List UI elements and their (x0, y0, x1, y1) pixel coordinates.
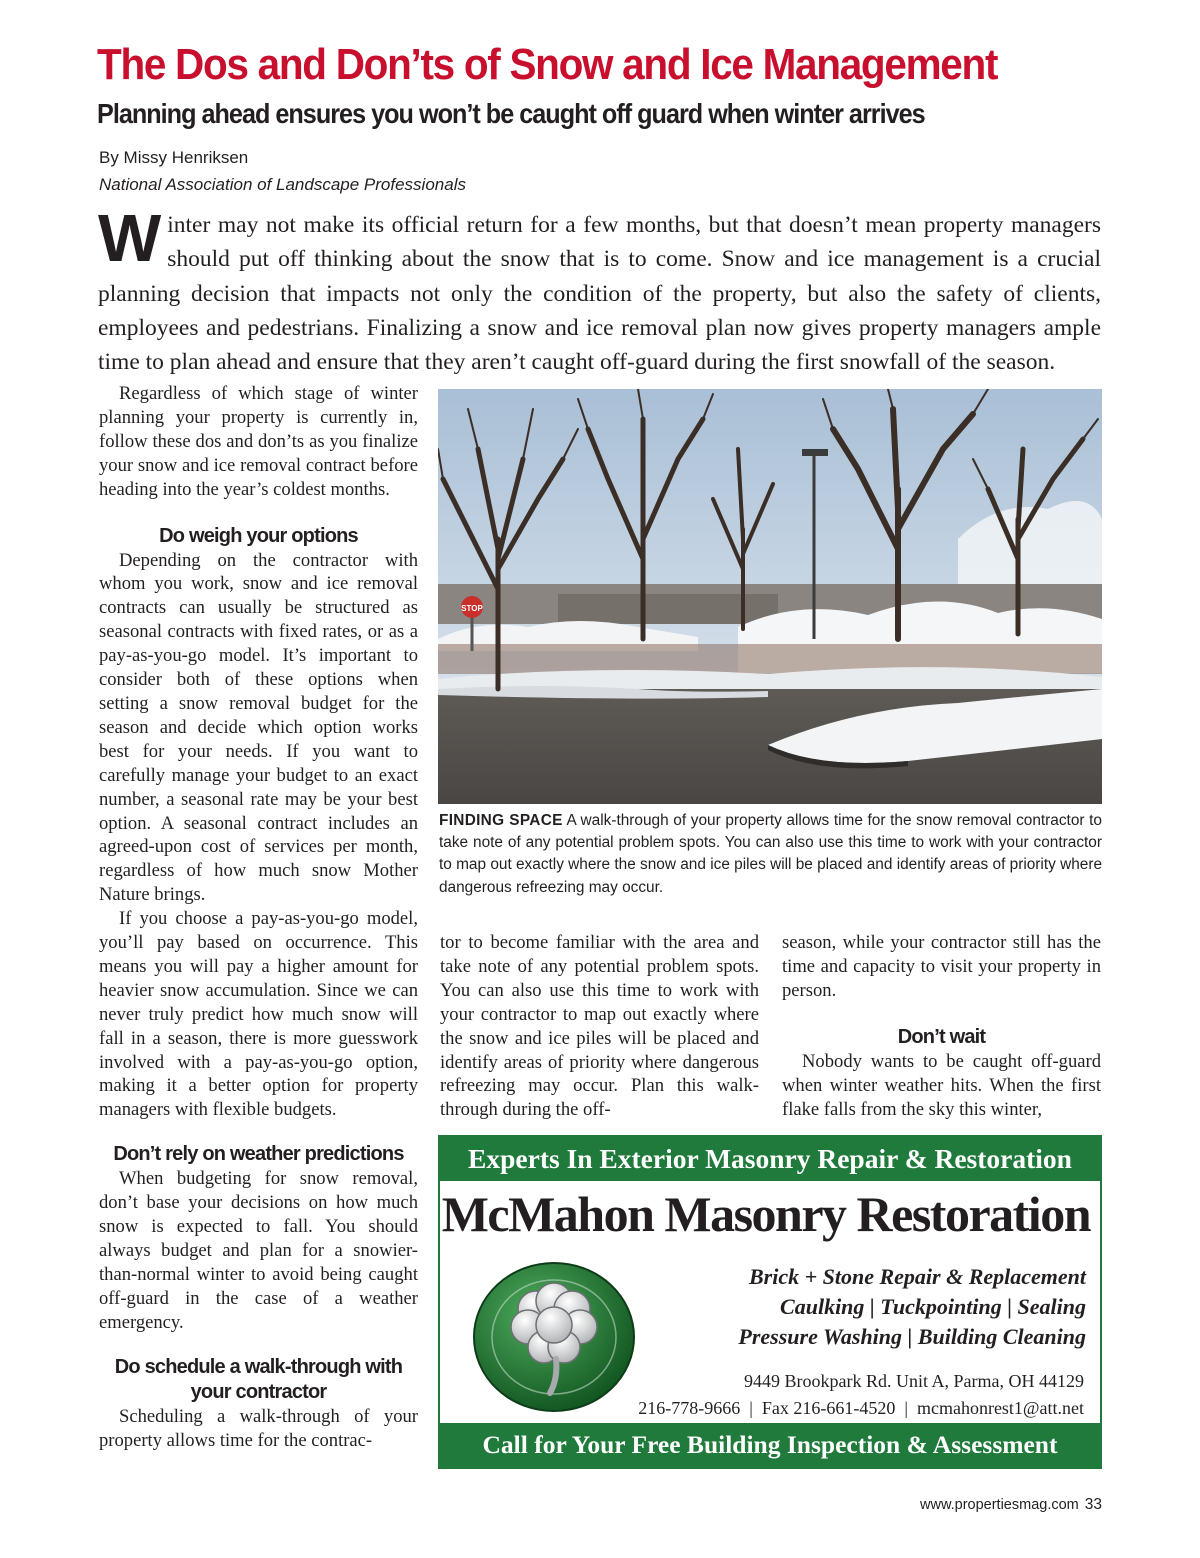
ad-service-line: Brick + Stone Repair & Replacement (748, 1264, 1086, 1289)
paragraph-walk-through-1: Scheduling a walk-through of your property allows time for the contrac- (99, 1405, 418, 1451)
heading-weather-predictions: Don’t rely on weather predictions (113, 1143, 404, 1166)
article-title: The Dos and Don’ts of Snow and Ice Management (97, 40, 998, 89)
paragraph-weigh-options-2: If you choose a pay-as-you-go model, you’ll pay based on occurrence. This means you will pay a higher amount for heavier snow accumulation. Since we can never truly predict how much snow will fall in a season, there is more guesswork involved with a pay-as-you-go option, making it a better option for property managers with flexible budgets. (99, 908, 418, 1121)
paragraph-walk-through-2: tor to become familiar with the area and take note of any potential problem spots. You can also use this time to work with your contractor to map out exactly where the snow and ice piles will be placed and identify areas of priority where dangerous refreezing may occur. Plan this walk-through during the off- (440, 932, 759, 1121)
column-right (782, 931, 1101, 1121)
heading-dont-wait: Don’t wait (897, 1025, 986, 1048)
photo-caption (439, 810, 1102, 899)
intro-text: inter may not make its official return for a few months, but that doesn’t mean property managers should put off thinking about the snow that is to come. Snow and ice management is a crucial planning decision that impacts not only the condition of the property, but also the safety of clients, employees and pedestrians. Finalizing a snow and ice removal plan now gives property managers ample time to plan ahead and ensure that they aren’t caught off-guard during the first snowfall of the season. (98, 212, 1101, 376)
masonry-advertisement[interactable] (438, 1135, 1102, 1469)
opening-paragraph: Regardless of which stage of winter planning your property is currently in, follow these dos and don’ts as you finalize your snow and ice removal contract before heading into the year’s coldest months. (99, 383, 418, 500)
paragraph-weather-predictions: When budgeting for snow removal, don’t base your decisions on how much snow is expected to fall. You should always budget and plan for a snowier-than-normal winter to avoid being caught off-guard in the case of a weather emergency. (99, 1168, 418, 1333)
page-footer (920, 1496, 1102, 1514)
caption-text: A walk-through of your property allows time for the snow removal contractor to take note of any potential problem spots. You can also use this time to work with your contractor to map out exactly where the snow and ice piles will be placed and identify areas of priority where dangerous refreezing may occur. (439, 812, 1103, 896)
paragraph-walk-through-3: season, while your contractor still has the time and capacity to visit your property in person. (782, 932, 1101, 1001)
byline: By Missy Henriksen (99, 148, 249, 167)
paragraph-dont-wait: Nobody wants to be caught off-guard when winter weather hits. When the first flake falls from the sky this winter, (782, 1050, 1101, 1120)
intro-paragraph (98, 201, 1101, 379)
ad-address: 9449 Brookpark Rd. Unit A, Parma, OH 44129 (744, 1371, 1084, 1391)
footer-website[interactable]: www.propertiesmag.com (920, 1497, 1079, 1513)
ad-service-line: Pressure Washing | Building Cleaning (738, 1324, 1086, 1349)
author-affiliation: National Association of Landscape Professionals (99, 175, 466, 194)
ad-headline: Experts In Exterior Masonry Repair & Restoration (440, 1137, 1100, 1181)
article-subtitle: Planning ahead ensures you won’t be caught off guard when winter arrives (97, 98, 925, 129)
column-left (99, 382, 418, 1452)
heading-walk-through: Do schedule a walk-through with your contractor (114, 1355, 403, 1403)
heading-weigh-options: Do weigh your options (159, 524, 358, 547)
shamrock-logo-icon (472, 1261, 636, 1413)
ad-contact-info[interactable]: 216-778-9666 | Fax 216-661-4520 | mcmahonrest1@att.net (638, 1398, 1084, 1418)
caption-lead: FINDING SPACE (439, 812, 563, 829)
paragraph-weigh-options-1: Depending on the contractor with whom you work, snow and ice removal contracts can usually be structured as seasonal contracts with fixed rates, or as a pay-as-you-go model. It’s important to consider both of these options when setting a snow removal budget for the season and decide which option works best for your needs. If you want to carefully manage your budget to an exact number, a seasonal rate may be your best option. A seasonal contract includes an agreed-upon cost of services per month, regardless of how much snow Mother Nature brings. (99, 549, 418, 906)
page-number: 33 (1084, 1496, 1102, 1513)
parking-lot-photo (438, 389, 1102, 804)
ad-service-line: Caulking | Tuckpointing | Sealing (780, 1294, 1086, 1319)
ad-company-name: McMahon Masonry Restoration (441, 1186, 1090, 1242)
ad-call-to-action: Call for Your Free Building Inspection & Assessment (440, 1423, 1100, 1467)
column-middle (440, 931, 759, 1122)
stop-sign-text: STOP (461, 604, 483, 613)
drop-cap: W (98, 201, 162, 276)
